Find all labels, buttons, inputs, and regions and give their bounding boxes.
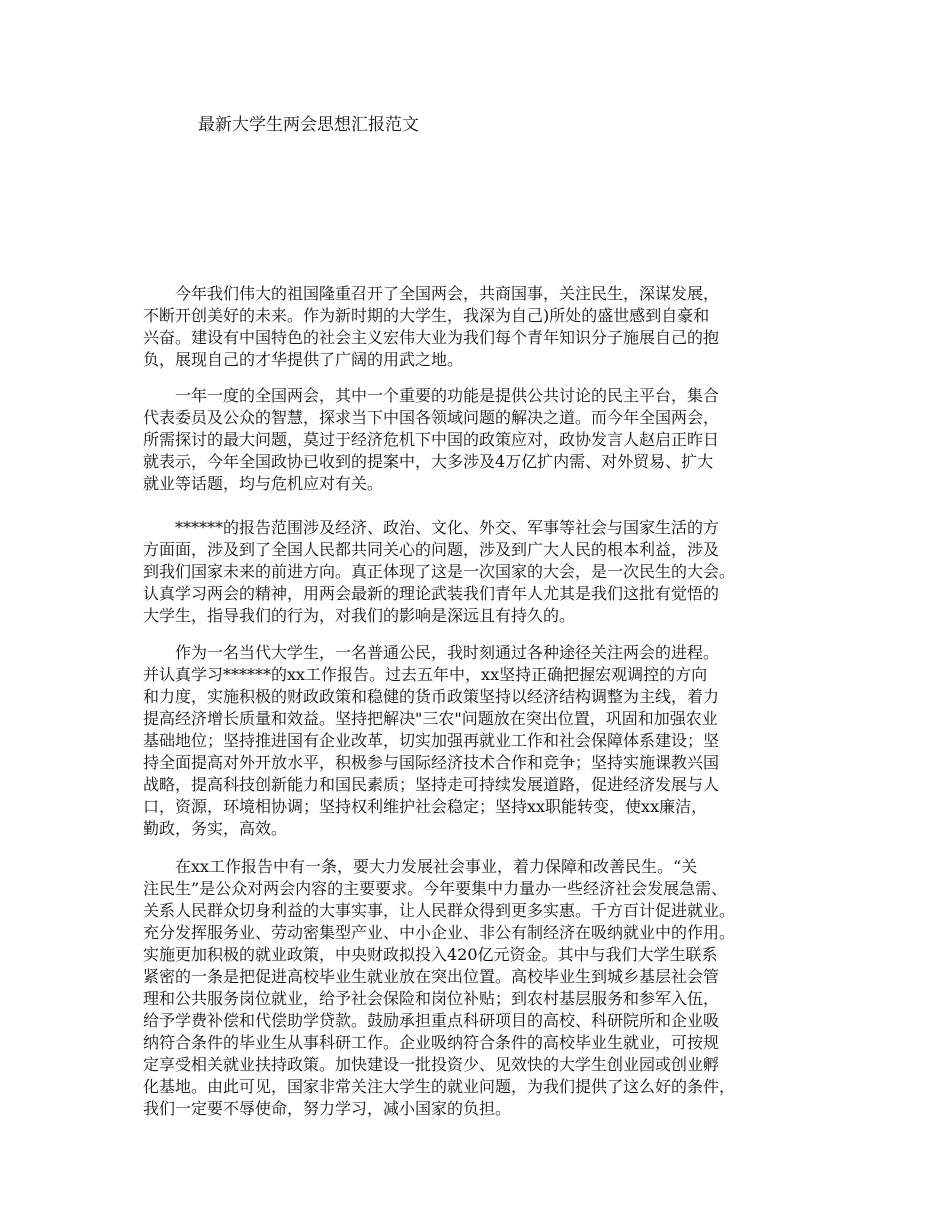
text-line: 持全面提高对外开放水平，积极参与国际经济技术合作和竞争；坚持实施课教兴国 <box>143 753 720 772</box>
text-line: 定享受相关就业扶持政策。加快建设一批投资少、见效快的大学生创业园或创业孵 <box>143 1055 720 1074</box>
paragraph-2 <box>143 385 719 495</box>
text-line: 提高经济增长质量和效益。坚持把解决"三农"问题放在突出位置，巩固和加强农业 <box>143 709 718 728</box>
text-line: 勤政，务实，高效。 <box>143 819 288 838</box>
text-line: ******的报告范围涉及经济、政治、文化、外交、军事等社会与国家生活的方 <box>143 518 720 537</box>
text-line: 到我们国家未来的前进方向。真正体现了这是一次国家的大会，是一次民生的大会。 <box>143 562 736 581</box>
paragraph-4 <box>143 642 719 840</box>
text-line: 基础地位；坚持推进国有企业改革，切实加强再就业工作和社会保障体系建设；坚 <box>143 731 720 750</box>
text-line: 充分发挥服务业、劳动密集型产业、中小企业、非公有制经济在吸纳就业中的作用。 <box>143 923 736 942</box>
text-line: 代表委员及公众的智慧，探求当下中国各领域问题的解决之道。而今年全国两会， <box>143 408 720 427</box>
text-line: 理和公共服务岗位就业，给予社会保险和岗位补贴；到农村基层服务和参军入伍， <box>143 989 720 1008</box>
text-line: 注民生”是公众对两会内容的主要要求。今年要集中力量办一些经济社会发展急需、 <box>143 879 728 898</box>
text-line: 兴奋。建设有中国特色的社会主义宏伟大业为我们每个青年知识分子施展自己的抱 <box>143 328 720 347</box>
text-line: 纳符合条件的毕业生从事科研工作。企业吸纳符合条件的高校毕业生就业，可按规 <box>143 1033 720 1052</box>
text-line: 方面面，涉及到了全国人民都共同关心的问题，涉及到广大人民的根本利益，涉及 <box>143 540 720 559</box>
paragraph-3 <box>143 517 735 627</box>
text-line: 不断开创美好的未来。作为新时期的大学生，我深为自己)所处的盛世感到自豪和 <box>143 306 710 325</box>
text-line: 紧密的一条是把促进高校毕业生就业放在突出位置。高校毕业生到城乡基层社会管 <box>143 967 720 986</box>
text-line: 认真学习两会的精神，用两会最新的理论武装我们青年人尤其是我们这批有觉悟的 <box>143 584 720 603</box>
text-line: 化基地。由此可见，国家非常关注大学生的就业问题，为我们提供了这么好的条件， <box>143 1077 736 1096</box>
text-line: 给予学费补偿和代偿助学贷款。鼓励承担重点科研项目的高校、科研院所和企业吸 <box>143 1011 720 1030</box>
paragraph-1 <box>143 283 719 371</box>
text-line: 作为一名当代大学生，一名普通公民，我时刻通过各种途径关注两会的进程。 <box>143 643 720 662</box>
text-line: 一年一度的全国两会，其中一个重要的功能是提供公共讨论的民主平台，集合 <box>143 386 720 405</box>
text-line: 大学生，指导我们的行为，对我们的影响是深远且有持久的。 <box>143 606 576 625</box>
text-line: 就表示，今年全国政协已收到的提案中，大多涉及4万亿扩内需、对外贸易、扩大 <box>143 452 714 471</box>
text-line: 我们一定要不辱使命，努力学习，减小国家的负担。 <box>143 1099 512 1118</box>
text-line: 就业等话题，均与危机应对有关。 <box>143 474 384 493</box>
text-line: 负，展现自己的才华提供了广阔的用武之地。 <box>143 350 464 369</box>
paragraph-5 <box>143 856 735 1120</box>
text-line: 所需探讨的最大问题，莫过于经济危机下中国的政策应对，政协发言人赵启正昨日 <box>143 430 720 449</box>
text-line: 战略，提高科技创新能力和国民素质；坚持走可持续发展道路，促进经济发展与人 <box>143 775 720 794</box>
text-line: 关系人民群众切身利益的大事实事，让人民群众得到更多实惠。千方百计促进就业。 <box>143 901 736 920</box>
text-line: 和力度，实施积极的财政政策和稳健的货币政策坚持以经济结构调整为主线，着力 <box>143 687 720 706</box>
text-line: 在xx工作报告中有一条，要大力发展社会事业，着力保障和改善民生。“关 <box>143 857 698 876</box>
document-title: 最新大学生两会思想汇报范文 <box>198 115 419 135</box>
text-line: 实施更加积极的就业政策，中央财政拟投入420亿元资金。其中与我们大学生联系 <box>143 945 718 964</box>
text-line: 并认真学习******的xx工作报告。过去五年中，xx坚持正确把握宏观调控的方向 <box>143 665 708 684</box>
text-line: 口，资源，环境相协调；坚持权利维护社会稳定；坚持xx职能转变，使xx廉洁， <box>143 797 708 816</box>
text-line: 今年我们伟大的祖国隆重召开了全国两会，共商国事，关注民生，深谋发展， <box>143 284 720 303</box>
